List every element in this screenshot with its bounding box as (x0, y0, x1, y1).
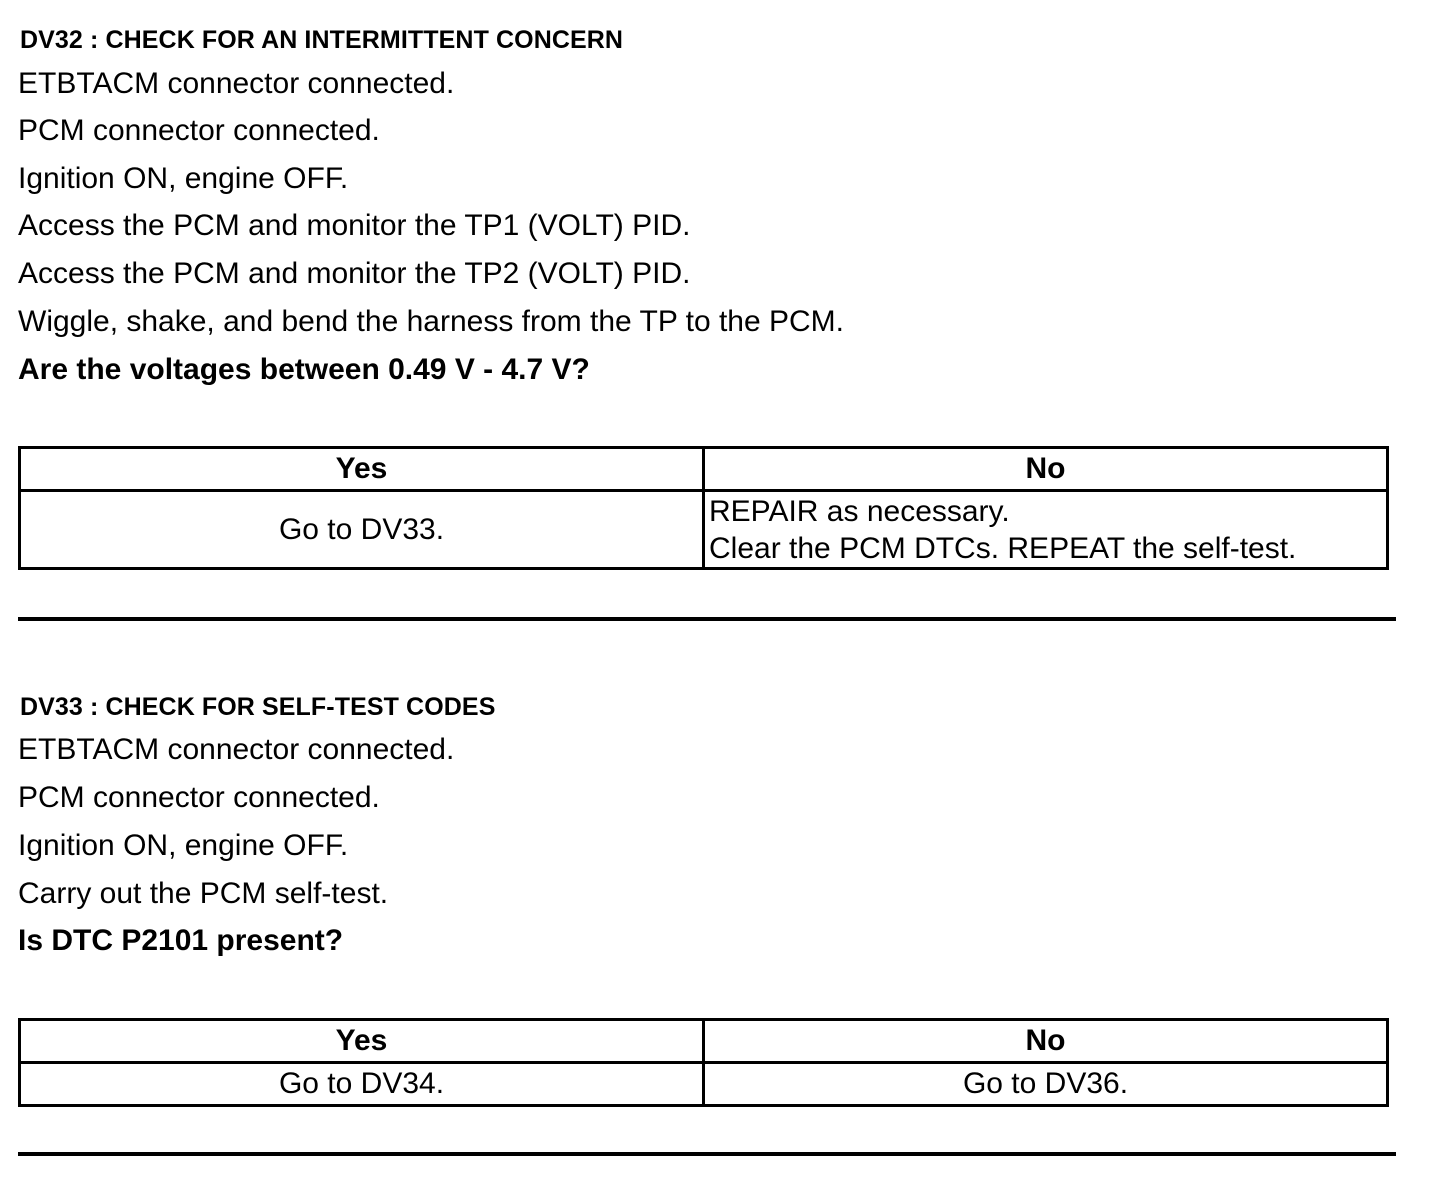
no-action-line: REPAIR as necessary. (709, 494, 1010, 528)
step-line: Wiggle, shake, and bend the harness from the TP to the PCM. (18, 305, 845, 338)
yes-action: Go to DV33. (20, 491, 704, 569)
no-action-line: Clear the PCM DTCs. REPEAT the self-test. (709, 531, 1297, 565)
no-header: No (704, 448, 1388, 491)
step-line: PCM connector connected. (18, 114, 380, 147)
yes-header: Yes (20, 1020, 704, 1063)
step-line: ETBTACM connector connected. (18, 733, 455, 766)
step-line: ETBTACM connector connected. (18, 67, 455, 100)
step-line: Access the PCM and monitor the TP1 (VOLT) PID. (18, 209, 691, 242)
yes-action: Go to DV34. (20, 1063, 704, 1106)
answer-table (18, 1018, 1389, 1107)
section-divider (18, 617, 1396, 621)
section-heading: DV32 : CHECK FOR AN INTERMITTENT CONCERN (20, 26, 624, 54)
yes-header: Yes (20, 448, 704, 491)
answer-table-header-row (20, 1020, 1388, 1063)
step-line: Ignition ON, engine OFF. (18, 829, 349, 862)
section-question: Are the voltages between 0.49 V - 4.7 V? (18, 353, 590, 386)
section-question: Is DTC P2101 present? (18, 924, 344, 957)
step-line: Carry out the PCM self-test. (18, 877, 389, 910)
answer-table-row (20, 1063, 1388, 1106)
answer-table-header-row (20, 448, 1388, 491)
step-line: PCM connector connected. (18, 781, 380, 814)
section-heading: DV33 : CHECK FOR SELF-TEST CODES (20, 693, 496, 721)
step-line: Access the PCM and monitor the TP2 (VOLT) PID. (18, 257, 691, 290)
no-action (704, 491, 1388, 569)
no-header: No (704, 1020, 1388, 1063)
answer-table (18, 446, 1389, 570)
step-line: Ignition ON, engine OFF. (18, 162, 349, 195)
no-action: Go to DV36. (704, 1063, 1388, 1106)
section-divider (18, 1152, 1396, 1156)
answer-table-row (20, 491, 1388, 569)
